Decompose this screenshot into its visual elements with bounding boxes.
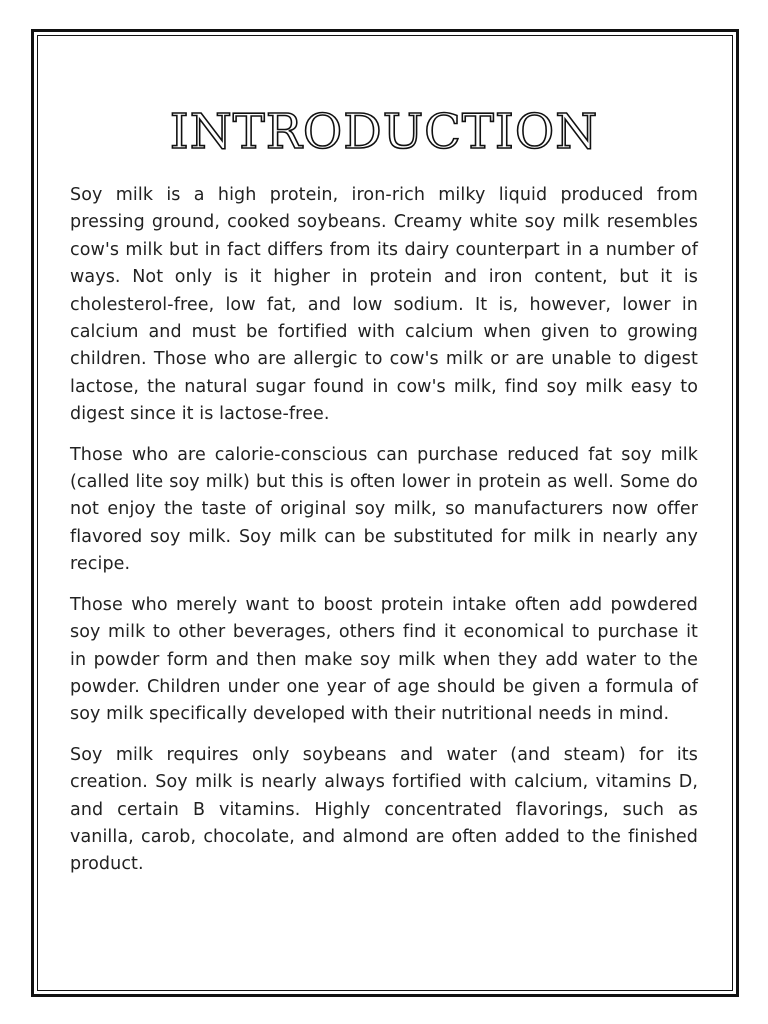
- paragraph-2: Those who are calorie-conscious can purchase reduced fat soy milk (called lite soy milk) but this is often lower in protein as well. Some do not enjoy the taste of original soy milk, so manufacturers now offer flavored soy milk. Soy milk can be substituted for milk in nearly any recipe.: [70, 444, 698, 575]
- document-body: [70, 100, 698, 892]
- paragraph-4: Soy milk requires only soybeans and water (and steam) for its creation. Soy milk is nearly always fortified with calcium, vitamins D, and certain B vitamins. Highly concentrated flavorings, such as vanilla, carob, chocolate, and almond are often added to the finished product.: [70, 744, 698, 875]
- paragraph-3: Those who merely want to boost protein intake often add powdered soy milk to other beverages, others find it economical to purchase it in powder form and then make soy milk when they add water to the powder. Children under one year of age should be given a formula of soy milk specifically developed with their nutritional needs in mind.: [70, 594, 698, 725]
- paragraph-1: Soy milk is a high protein, iron-rich milky liquid produced from pressing ground, cooked soybeans. Creamy white soy milk resembles cow's milk but in fact differs from its dairy counterpart in a number of ways. Not only is it higher in protein and iron content, but it is cholesterol-free, low fat, and low sodium. It is, however, lower in calcium and must be fortified with calcium when given to growing children. Those who are allergic to cow's milk or are unable to digest lactose, the natural sugar found in cow's milk, find soy milk easy to digest since it is lactose-free.: [70, 185, 698, 425]
- page-title: INTRODUCTION: [169, 104, 599, 160]
